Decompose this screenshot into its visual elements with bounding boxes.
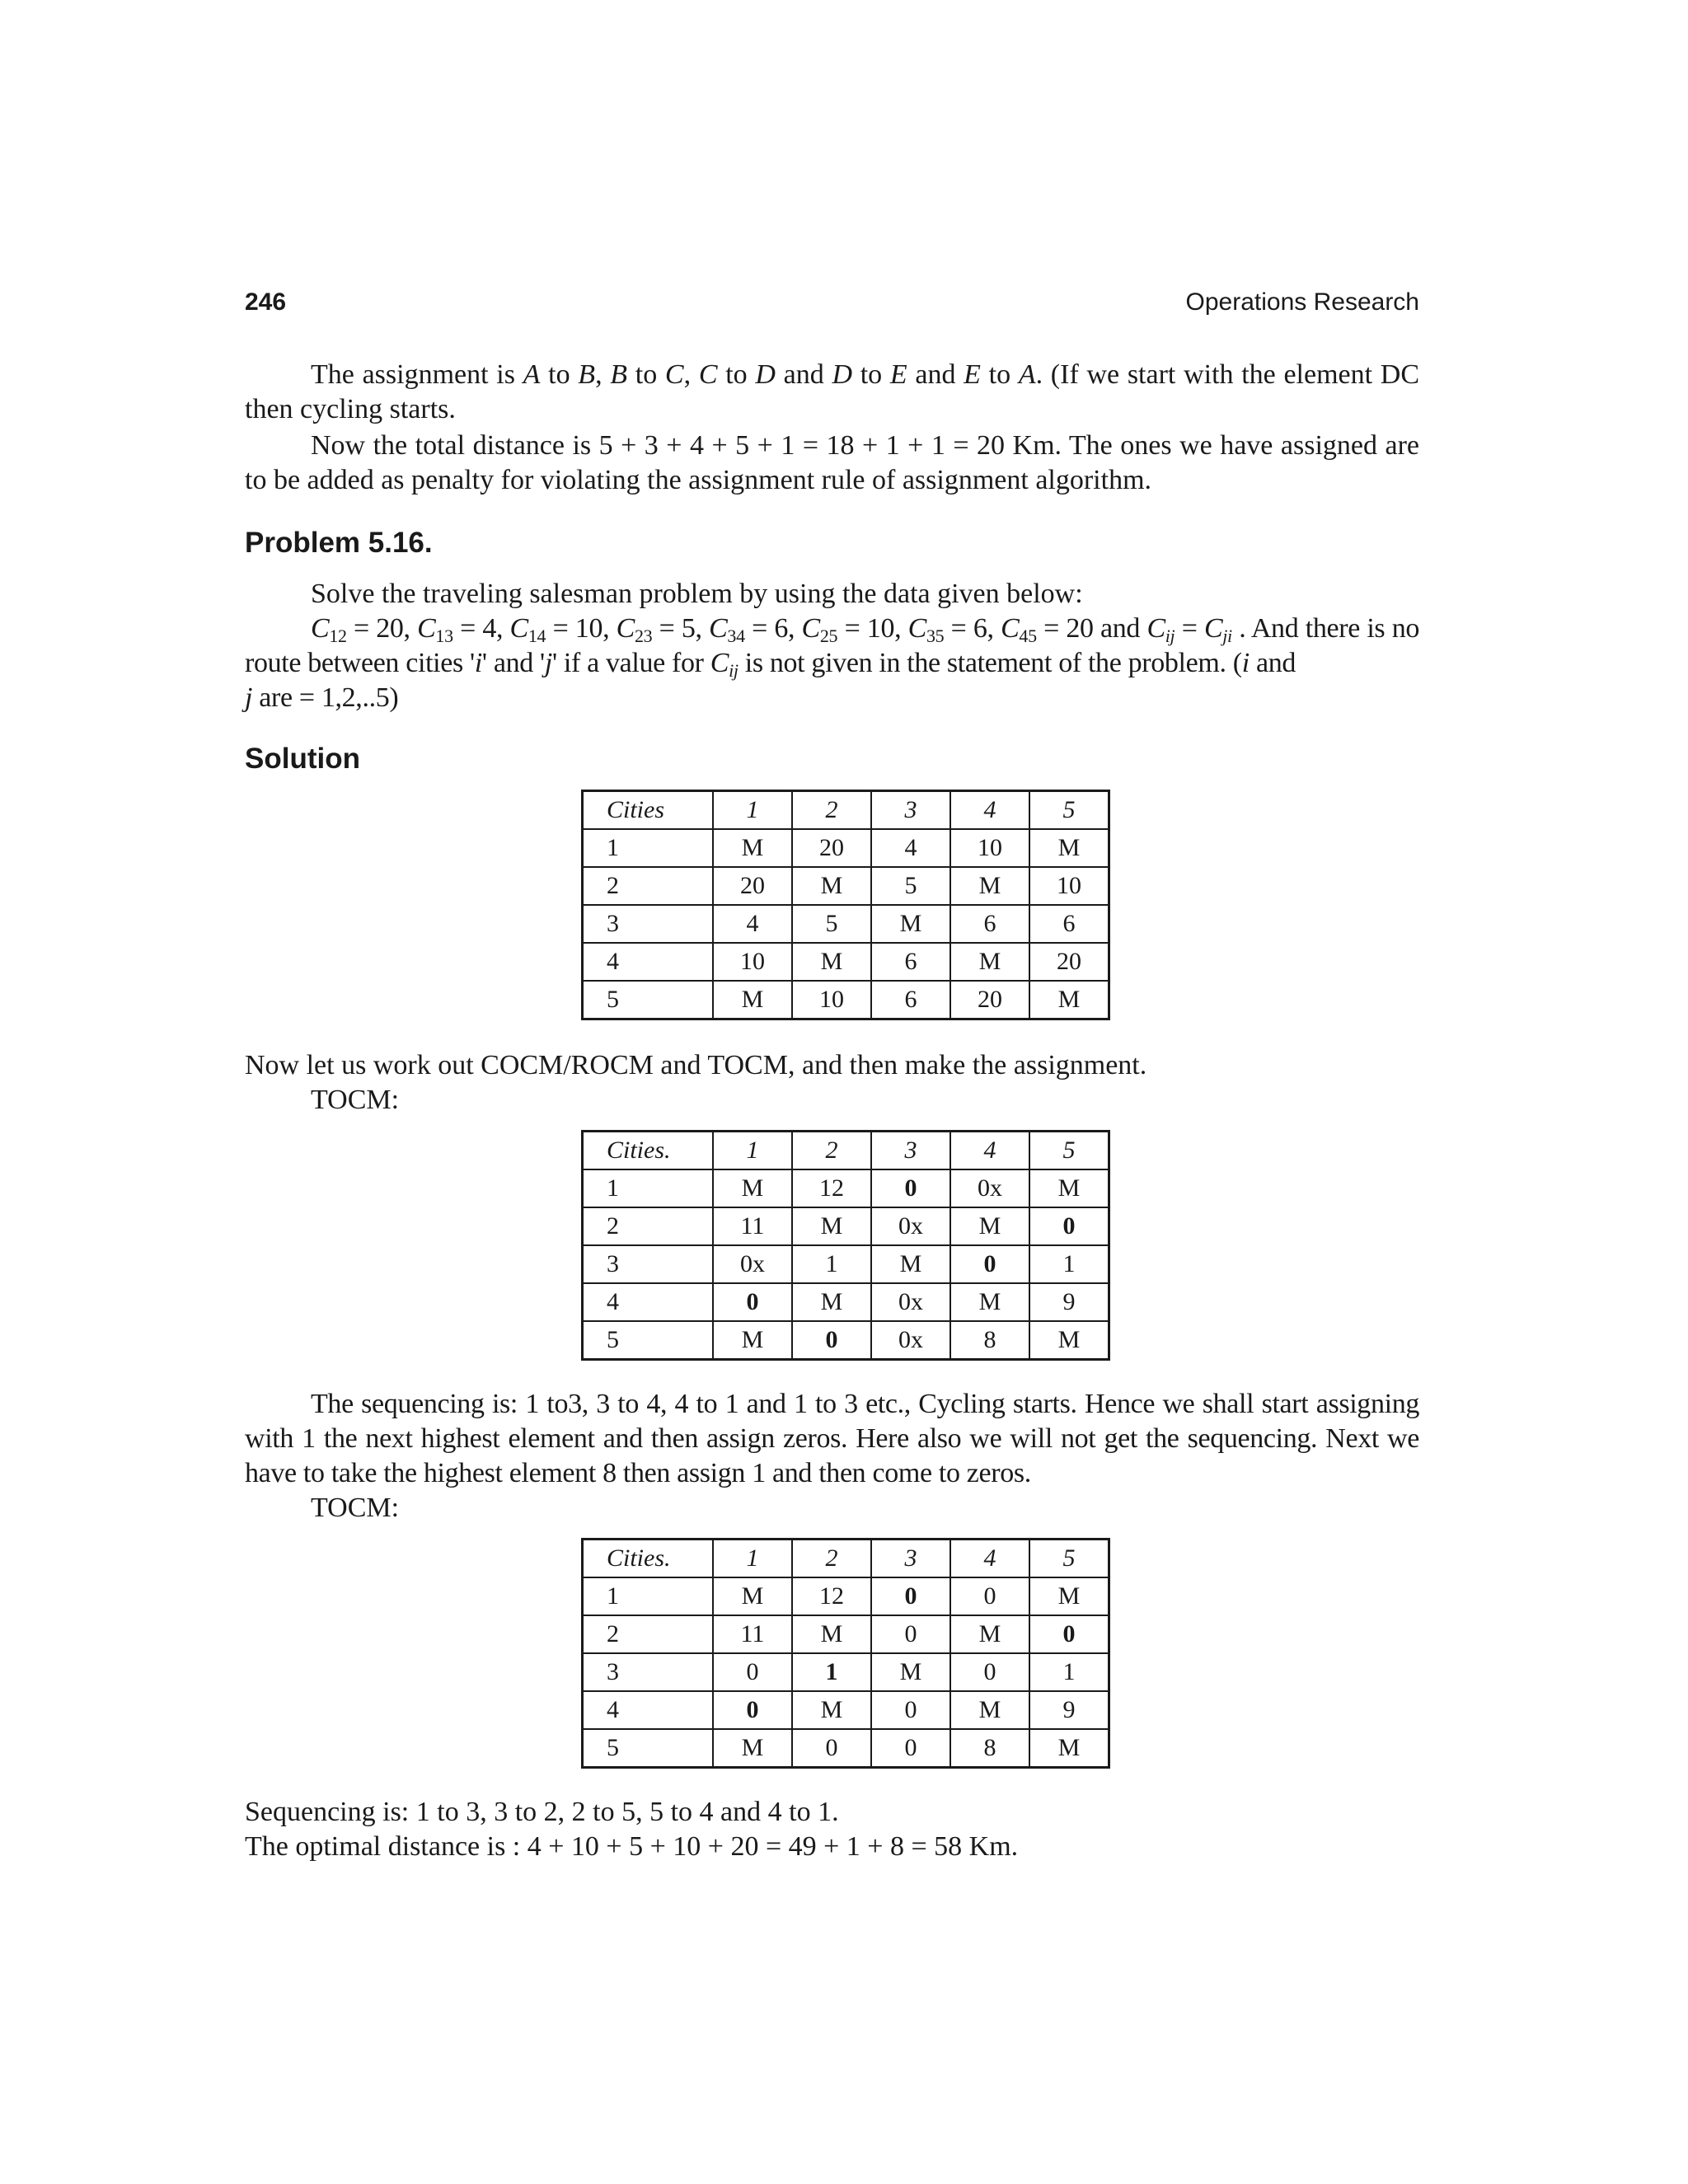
problem-statement bbox=[245, 577, 1419, 715]
table-cell: 10 bbox=[950, 829, 1029, 867]
table-cell: 0 bbox=[871, 1615, 950, 1653]
table-row bbox=[583, 1729, 1109, 1768]
table-header-cell: 3 bbox=[871, 791, 950, 830]
table-cell: M bbox=[1029, 1729, 1109, 1768]
table-cell: 4 bbox=[583, 943, 714, 981]
table-header-cell: Cities. bbox=[583, 1132, 714, 1170]
table-cell: 2 bbox=[583, 867, 714, 905]
table-cell: 1 bbox=[1029, 1245, 1109, 1283]
table-cell: 0 bbox=[792, 1729, 871, 1768]
table-cell: 20 bbox=[713, 867, 792, 905]
table-cell: 3 bbox=[583, 905, 714, 943]
table-cell: 1 bbox=[583, 1577, 714, 1615]
table-cell: 20 bbox=[792, 829, 871, 867]
assigned-zero-cell: 0 bbox=[1029, 1207, 1109, 1245]
intro-section bbox=[245, 358, 1419, 498]
table-header-cell: 1 bbox=[713, 1540, 792, 1578]
table-cell: 4 bbox=[871, 829, 950, 867]
crossed-zero-cell: 0x bbox=[871, 1283, 950, 1321]
table-cell: 1 bbox=[792, 1245, 871, 1283]
table-row bbox=[583, 1207, 1109, 1245]
assigned-cell: 0 bbox=[1029, 1615, 1109, 1653]
table-header-cell: 3 bbox=[871, 1132, 950, 1170]
table-header-cell: Cities. bbox=[583, 1540, 714, 1578]
problem-intro: Solve the traveling salesman problem by using the data given below: bbox=[311, 579, 1083, 609]
table-row bbox=[583, 1577, 1109, 1615]
table-cell: 9 bbox=[1029, 1283, 1109, 1321]
table-cell: 2 bbox=[583, 1615, 714, 1653]
table-row bbox=[583, 1615, 1109, 1653]
table-cell: M bbox=[792, 1283, 871, 1321]
table-cell: M bbox=[1029, 1169, 1109, 1207]
assigned-zero-cell: 0 bbox=[950, 1245, 1029, 1283]
optimal-distance: The optimal distance is : 4 + 10 + 5 + 10 + 20 = 49 + 1 + 8 = 58 Km. bbox=[245, 1831, 1019, 1862]
table-cell: 0 bbox=[713, 1653, 792, 1691]
table-header-cell: 2 bbox=[792, 791, 871, 830]
table-cell: M bbox=[792, 943, 871, 981]
table-cell: 8 bbox=[950, 1729, 1029, 1768]
assigned-cell: 0 bbox=[871, 1577, 950, 1615]
table-cell: 10 bbox=[1029, 867, 1109, 905]
assigned-zero-cell: 0 bbox=[713, 1283, 792, 1321]
table-cell: 11 bbox=[713, 1207, 792, 1245]
intro-paragraph-1: The assignment is A to B, B to C, C to D and D to E and E to A. (If we start with the element DC then cycling starts. bbox=[245, 359, 1420, 424]
table-cell: 6 bbox=[950, 905, 1029, 943]
distance-table bbox=[581, 790, 1110, 1020]
table-cell: 6 bbox=[871, 981, 950, 1019]
table-cell: M bbox=[713, 829, 792, 867]
table-row bbox=[583, 1321, 1109, 1360]
table-header-cell: 1 bbox=[713, 791, 792, 830]
tocm-label: TOCM: bbox=[311, 1493, 400, 1523]
table-header-cell: 2 bbox=[792, 1132, 871, 1170]
table-header-row bbox=[583, 1540, 1109, 1578]
table-cell: M bbox=[792, 1691, 871, 1729]
table-cell: 3 bbox=[583, 1653, 714, 1691]
table-cell: M bbox=[950, 867, 1029, 905]
table-cell: 20 bbox=[950, 981, 1029, 1019]
table-cell: M bbox=[950, 1207, 1029, 1245]
assigned-zero-cell: 0 bbox=[871, 1169, 950, 1207]
table-cell: 6 bbox=[871, 943, 950, 981]
table-cell: M bbox=[792, 867, 871, 905]
table-cell: M bbox=[950, 1691, 1029, 1729]
table-header-row bbox=[583, 1132, 1109, 1170]
table-cell: M bbox=[713, 981, 792, 1019]
table-cell: 10 bbox=[792, 981, 871, 1019]
final-sequencing: Sequencing is: 1 to 3, 3 to 2, 2 to 5, 5 to 4 and 4 to 1. bbox=[245, 1797, 839, 1827]
table-row bbox=[583, 829, 1109, 867]
table-row bbox=[583, 1653, 1109, 1691]
table-cell: 12 bbox=[792, 1577, 871, 1615]
table-row bbox=[583, 1283, 1109, 1321]
table-cell: M bbox=[871, 1653, 950, 1691]
table-cell: M bbox=[1029, 829, 1109, 867]
table-header-cell: 5 bbox=[1029, 1132, 1109, 1170]
table-cell: M bbox=[792, 1615, 871, 1653]
table-cell: 9 bbox=[1029, 1691, 1109, 1729]
table-cell: 3 bbox=[583, 1245, 714, 1283]
table-header-cell: 1 bbox=[713, 1132, 792, 1170]
table-cell: 1 bbox=[583, 1169, 714, 1207]
table-header-row bbox=[583, 791, 1109, 830]
table-header-cell: 5 bbox=[1029, 1540, 1109, 1578]
table-cell: 4 bbox=[713, 905, 792, 943]
table-cell: 1 bbox=[583, 829, 714, 867]
table-cell: 4 bbox=[583, 1283, 714, 1321]
table-row bbox=[583, 981, 1109, 1019]
table-cell: 0 bbox=[950, 1653, 1029, 1691]
table-cell: 0 bbox=[871, 1691, 950, 1729]
table-cell: M bbox=[792, 1207, 871, 1245]
table-header-cell: Cities bbox=[583, 791, 714, 830]
crossed-zero-cell: 0x bbox=[871, 1321, 950, 1360]
table-header-cell: 4 bbox=[950, 791, 1029, 830]
table-cell: M bbox=[713, 1321, 792, 1360]
table-row bbox=[583, 905, 1109, 943]
table-cell: 20 bbox=[1029, 943, 1109, 981]
solution-heading: Solution bbox=[245, 743, 360, 775]
tocm-table-1 bbox=[581, 1130, 1110, 1361]
work-out-text: Now let us work out COCM/ROCM and TOCM, and then make the assignment. bbox=[245, 1050, 1147, 1080]
table-cell: M bbox=[871, 905, 950, 943]
table-cell: M bbox=[713, 1577, 792, 1615]
table-cell: 5 bbox=[583, 981, 714, 1019]
page-number: 246 bbox=[245, 288, 287, 316]
after-table-1 bbox=[245, 1048, 1419, 1118]
table-cell: M bbox=[871, 1245, 950, 1283]
table-cell: 5 bbox=[583, 1729, 714, 1768]
crossed-zero-cell: 0x bbox=[871, 1207, 950, 1245]
table-cell: 2 bbox=[583, 1207, 714, 1245]
table-cell: 1 bbox=[1029, 1653, 1109, 1691]
table-cell: M bbox=[950, 1283, 1029, 1321]
table-header-cell: 3 bbox=[871, 1540, 950, 1578]
table-cell: 5 bbox=[583, 1321, 714, 1360]
book-title: Operations Research bbox=[1185, 288, 1419, 316]
problem-heading: Problem 5.16. bbox=[245, 527, 433, 559]
assigned-cell: 0 bbox=[713, 1691, 792, 1729]
tocm-label: TOCM: bbox=[311, 1085, 400, 1115]
table-cell: M bbox=[950, 943, 1029, 981]
table-row bbox=[583, 1691, 1109, 1729]
table-cell: 0 bbox=[871, 1729, 950, 1768]
table-cell: M bbox=[950, 1615, 1029, 1653]
crossed-zero-cell: 0x bbox=[950, 1169, 1029, 1207]
table-cell: M bbox=[1029, 1577, 1109, 1615]
table-header-cell: 2 bbox=[792, 1540, 871, 1578]
crossed-zero-cell: 0x bbox=[713, 1245, 792, 1283]
running-head bbox=[245, 288, 1419, 321]
table-cell: M bbox=[1029, 1321, 1109, 1360]
table-row bbox=[583, 943, 1109, 981]
table-row bbox=[583, 1245, 1109, 1283]
after-table-2 bbox=[245, 1387, 1419, 1526]
table-header-cell: 4 bbox=[950, 1132, 1029, 1170]
conclusion bbox=[245, 1795, 1419, 1864]
assigned-zero-cell: 0 bbox=[792, 1321, 871, 1360]
table-cell: M bbox=[1029, 981, 1109, 1019]
table-header-cell: 4 bbox=[950, 1540, 1029, 1578]
table-cell: 4 bbox=[583, 1691, 714, 1729]
table-header-cell: 5 bbox=[1029, 791, 1109, 830]
table-cell: 11 bbox=[713, 1615, 792, 1653]
table-cell: M bbox=[713, 1169, 792, 1207]
table-cell: 10 bbox=[713, 943, 792, 981]
table-cell: 5 bbox=[871, 867, 950, 905]
table-cell: M bbox=[713, 1729, 792, 1768]
table-cell: 8 bbox=[950, 1321, 1029, 1360]
sequencing-explanation: The sequencing is: 1 to3, 3 to 4, 4 to 1 and 1 to 3 etc., Cycling starts. Hence we shall start assigning with 1 the next highest element and then assign zeros. Here also we will not get the sequencing. Next we have to take the highest element 8 then assign 1 and then come to zeros. bbox=[245, 1389, 1419, 1488]
table-cell: 5 bbox=[792, 905, 871, 943]
table-cell: 12 bbox=[792, 1169, 871, 1207]
tocm-table-2 bbox=[581, 1538, 1110, 1769]
intro-paragraph-2: Now the total distance is 5 + 3 + 4 + 5 + 1 = 18 + 1 + 1 = 20 Km. The ones we have assigned are to be added as penalty for violating the assignment rule of assignment algorithm. bbox=[245, 430, 1419, 495]
table-row bbox=[583, 1169, 1109, 1207]
assigned-cell: 1 bbox=[792, 1653, 871, 1691]
problem-data: $C_{12} = 20$, $C_{13} = 4$, $C_{14} = 10$, $C_{23} = 5$, $C_{34} = 6$, $C_{25} = 10$, $C_{35} = 6$, $C_{45} = 20$ and $C_{ij} = C_{ji}$ . And there is no route between cities 'i' and 'j' if a value for $C_{ij}$ is not given in the statement of the problem. (i and j are = 1,2,..5) bbox=[245, 613, 1420, 713]
table-cell: 0 bbox=[950, 1577, 1029, 1615]
table-cell: 6 bbox=[1029, 905, 1109, 943]
table-row bbox=[583, 867, 1109, 905]
